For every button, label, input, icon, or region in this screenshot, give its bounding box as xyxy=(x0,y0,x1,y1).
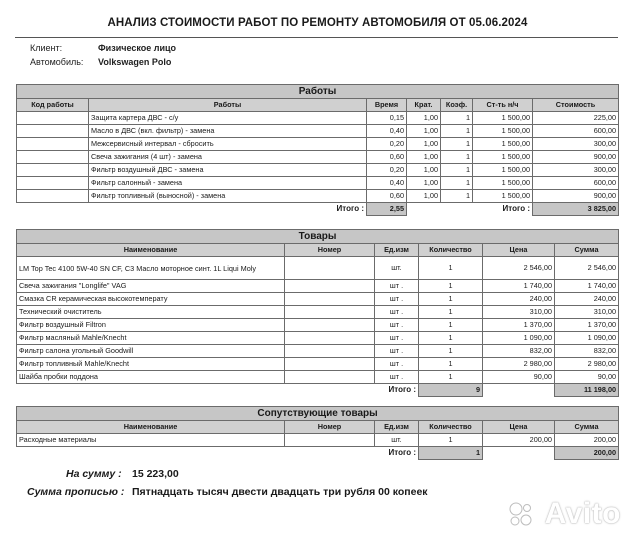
goods-cell: шт . xyxy=(375,280,419,293)
goods-cell xyxy=(285,371,375,384)
goods-cell: 310,00 xyxy=(483,306,555,319)
related-cell xyxy=(285,434,375,447)
related-header-cell: Наименование xyxy=(17,421,285,434)
works-total-label: Итого : xyxy=(336,204,364,214)
works-cell: 0,40 xyxy=(367,177,407,190)
goods-header-cell: Цена xyxy=(483,244,555,257)
goods-cell: 90,00 xyxy=(555,371,619,384)
goods-cell: 1 xyxy=(419,293,483,306)
works-header-cell: Время xyxy=(367,99,407,112)
works-cell xyxy=(17,151,89,164)
works-cell xyxy=(17,177,89,190)
related-table xyxy=(16,406,619,460)
works-total-time: 2,55 xyxy=(367,203,407,216)
works-cell: 1,00 xyxy=(407,138,441,151)
goods-cell: 1 xyxy=(419,280,483,293)
goods-cell: 1 090,00 xyxy=(483,332,555,345)
works-cell: 0,60 xyxy=(367,151,407,164)
goods-cell: Фильтр топливный Mahle/Knecht xyxy=(17,358,285,371)
works-cell: 0,15 xyxy=(367,112,407,125)
works-header-cell: Стоимость xyxy=(533,99,619,112)
goods-cell: Фильтр масляный Mahle/Knecht xyxy=(17,332,285,345)
goods-header-cell: Количество xyxy=(419,244,483,257)
table-row xyxy=(17,358,619,371)
goods-cell: 310,00 xyxy=(555,306,619,319)
avito-watermark: Avito xyxy=(544,497,621,530)
goods-cell: 1 xyxy=(419,306,483,319)
works-cell: 1 xyxy=(441,190,473,203)
works-cell: 0,20 xyxy=(367,138,407,151)
works-cell: Защита картера ДВС - с/у xyxy=(89,112,367,125)
works-cell: 1 xyxy=(441,125,473,138)
table-row xyxy=(17,190,619,203)
works-cell xyxy=(17,138,89,151)
goods-cell: 1 xyxy=(419,371,483,384)
table-row xyxy=(17,280,619,293)
related-header-cell: Сумма xyxy=(555,421,619,434)
table-row xyxy=(17,371,619,384)
amount-words-value: Пятнадцать тысяч двести двадцать три рубля 00 копеек xyxy=(132,486,428,498)
works-cell: 1 500,00 xyxy=(473,164,533,177)
goods-table xyxy=(16,229,619,397)
works-cell xyxy=(17,125,89,138)
table-row xyxy=(17,257,619,280)
works-cell: 900,00 xyxy=(533,151,619,164)
works-header-cell: Крат. xyxy=(407,99,441,112)
goods-cell: шт . xyxy=(375,293,419,306)
table-row xyxy=(17,151,619,164)
works-cell: 600,00 xyxy=(533,125,619,138)
goods-cell xyxy=(285,293,375,306)
works-cell xyxy=(17,112,89,125)
goods-header-cell: Сумма xyxy=(555,244,619,257)
works-cell: 0,20 xyxy=(367,164,407,177)
goods-cell: 2 980,00 xyxy=(555,358,619,371)
related-cell: 200,00 xyxy=(555,434,619,447)
client-value: Физическое лицо xyxy=(98,43,177,53)
table-row xyxy=(17,332,619,345)
works-cell: 1 xyxy=(441,138,473,151)
goods-cell: 1 xyxy=(419,257,483,280)
goods-cell: Технический очиститель xyxy=(17,306,285,319)
goods-section-title: Товары xyxy=(17,230,619,244)
goods-cell: 1 370,00 xyxy=(483,319,555,332)
works-cell: 1 xyxy=(441,112,473,125)
related-cell: 200,00 xyxy=(483,434,555,447)
works-section-title: Работы xyxy=(17,85,619,99)
goods-cell: 240,00 xyxy=(483,293,555,306)
goods-cell: 1 xyxy=(419,345,483,358)
related-cell: 1 xyxy=(419,434,483,447)
goods-cell xyxy=(285,345,375,358)
goods-cell: шт. xyxy=(375,257,419,280)
works-cell: 1,00 xyxy=(407,177,441,190)
works-cell: 1,00 xyxy=(407,125,441,138)
goods-cell: шт . xyxy=(375,358,419,371)
works-cell: 1,00 xyxy=(407,151,441,164)
amount-value: 15 223,00 xyxy=(132,468,179,480)
works-cell: 1 xyxy=(441,177,473,190)
table-row xyxy=(17,319,619,332)
works-cell: 900,00 xyxy=(533,190,619,203)
table-row xyxy=(17,345,619,358)
amount-label: На сумму : xyxy=(66,468,122,480)
works-cell xyxy=(17,190,89,203)
goods-cell: 2 546,00 xyxy=(555,257,619,280)
goods-cell xyxy=(285,257,375,280)
goods-cell: Шайба пробки поддона xyxy=(17,371,285,384)
goods-cell: 2 980,00 xyxy=(483,358,555,371)
table-row xyxy=(17,138,619,151)
related-cell: шт. xyxy=(375,434,419,447)
goods-cell: 1 740,00 xyxy=(555,280,619,293)
goods-cell: 1 xyxy=(419,319,483,332)
works-cell: 1 500,00 xyxy=(473,112,533,125)
works-table xyxy=(16,84,619,216)
goods-cell xyxy=(285,306,375,319)
goods-cell xyxy=(285,358,375,371)
related-total-qty: 1 xyxy=(419,447,483,460)
goods-total-qty: 9 xyxy=(419,384,483,397)
works-cell: 1 xyxy=(441,164,473,177)
works-total-label-2: Итого : xyxy=(502,204,530,214)
works-header-cell: Работы xyxy=(89,99,367,112)
goods-cell: шт . xyxy=(375,345,419,358)
works-cell: 1 500,00 xyxy=(473,125,533,138)
goods-cell: Фильтр воздушный Filtron xyxy=(17,319,285,332)
client-label: Клиент: xyxy=(30,43,63,53)
works-cell: 1 500,00 xyxy=(473,138,533,151)
related-section-title: Сопутствующие товары xyxy=(17,407,619,421)
goods-cell: 1 xyxy=(419,332,483,345)
table-row xyxy=(17,125,619,138)
works-header-cell: Ст-ть н/ч xyxy=(473,99,533,112)
works-cell: Межсервисный интервал - сбросить xyxy=(89,138,367,151)
goods-cell: 1 xyxy=(419,358,483,371)
goods-total-sum: 11 198,00 xyxy=(555,384,619,397)
works-cell: 1 500,00 xyxy=(473,151,533,164)
works-cell: 225,00 xyxy=(533,112,619,125)
goods-cell: шт . xyxy=(375,371,419,384)
works-cell: Фильтр салонный - замена xyxy=(89,177,367,190)
goods-cell: LM Top Tec 4100 5W-40 SN CF, C3 Масло моторное синт. 1L Liqui Moly xyxy=(17,257,285,280)
goods-cell xyxy=(285,319,375,332)
works-cell: 1,00 xyxy=(407,190,441,203)
works-header-cell: Коэф. xyxy=(441,99,473,112)
title-divider xyxy=(15,37,618,38)
car-value: Volkswagen Polo xyxy=(98,57,172,67)
works-cell: 300,00 xyxy=(533,138,619,151)
table-row xyxy=(17,306,619,319)
works-cell: 300,00 xyxy=(533,164,619,177)
works-total-sum: 3 825,00 xyxy=(533,203,619,216)
works-cell: Свеча зажигания (4 шт) - замена xyxy=(89,151,367,164)
works-cell: 1 500,00 xyxy=(473,190,533,203)
related-cell: Расходные материалы xyxy=(17,434,285,447)
works-cell: 0,60 xyxy=(367,190,407,203)
goods-cell: 832,00 xyxy=(555,345,619,358)
related-header-cell: Количество xyxy=(419,421,483,434)
related-header-cell: Номер xyxy=(285,421,375,434)
goods-cell: Фильтр салона угольный Goodwill xyxy=(17,345,285,358)
amount-words-label: Сумма прописью : xyxy=(27,486,125,498)
works-cell: 1,00 xyxy=(407,112,441,125)
goods-cell: Свеча зажигания "Longlife" VAG xyxy=(17,280,285,293)
goods-total-label: Итого : xyxy=(388,385,416,395)
works-cell: 0,40 xyxy=(367,125,407,138)
goods-cell: 832,00 xyxy=(483,345,555,358)
works-cell xyxy=(17,164,89,177)
works-cell: 1 xyxy=(441,151,473,164)
related-header-cell: Цена xyxy=(483,421,555,434)
goods-cell: шт . xyxy=(375,332,419,345)
table-row xyxy=(17,164,619,177)
related-total-sum: 200,00 xyxy=(555,447,619,460)
goods-cell: 90,00 xyxy=(483,371,555,384)
goods-cell xyxy=(285,332,375,345)
table-row xyxy=(17,434,619,447)
related-header-cell: Ед.изм xyxy=(375,421,419,434)
works-cell: Фильтр воздушный ДВС - замена xyxy=(89,164,367,177)
document-title: АНАЛИЗ СТОИМОСТИ РАБОТ ПО РЕМОНТУ АВТОМОБИЛЯ ОТ 05.06.2024 xyxy=(107,17,528,29)
goods-cell: 1 090,00 xyxy=(555,332,619,345)
avito-dots-icon xyxy=(507,500,535,528)
goods-header-cell: Наименование xyxy=(17,244,285,257)
car-label: Автомобиль: xyxy=(30,57,84,67)
works-cell: Масло в ДВС (вкл. фильтр) - замена xyxy=(89,125,367,138)
table-row xyxy=(17,112,619,125)
works-cell: 600,00 xyxy=(533,177,619,190)
goods-cell: шт . xyxy=(375,306,419,319)
goods-header-cell: Ед.изм xyxy=(375,244,419,257)
goods-cell: шт . xyxy=(375,319,419,332)
goods-cell: 240,00 xyxy=(555,293,619,306)
works-header-cell: Код работы xyxy=(17,99,89,112)
table-row xyxy=(17,293,619,306)
goods-cell: 1 370,00 xyxy=(555,319,619,332)
goods-cell: 1 740,00 xyxy=(483,280,555,293)
goods-cell: Смазка CR керамическая высокотемперату xyxy=(17,293,285,306)
works-cell: 1,00 xyxy=(407,164,441,177)
related-total-label: Итого : xyxy=(388,448,416,458)
goods-cell xyxy=(285,280,375,293)
goods-cell: 2 546,00 xyxy=(483,257,555,280)
goods-header-cell: Номер xyxy=(285,244,375,257)
works-cell: 1 500,00 xyxy=(473,177,533,190)
table-row xyxy=(17,177,619,190)
works-cell: Фильтр топливный (выносной) - замена xyxy=(89,190,367,203)
